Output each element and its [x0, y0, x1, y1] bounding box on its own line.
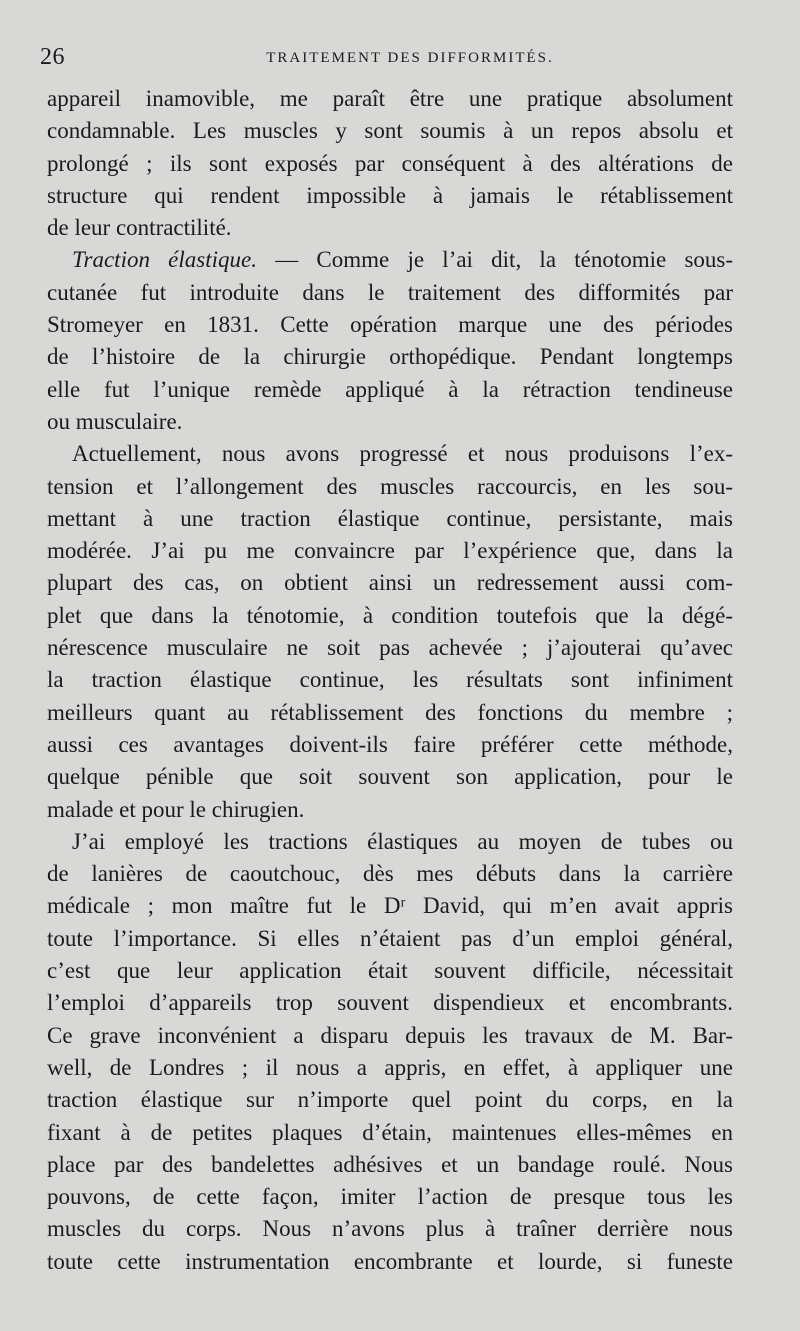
line-text: pouvons, de cette façon, imiter l’action de presque tous les — [47, 1184, 733, 1210]
line-text: Actuellement, nous avons progressé et nous produisons l’ex- — [72, 441, 733, 467]
text-line — [47, 1149, 733, 1181]
line-text: la traction élastique continue, les résultats sont infiniment — [47, 667, 733, 693]
text-line — [47, 148, 733, 180]
line-text: toute l’importance. Si elles n’étaient pas d’un emploi général, — [47, 925, 733, 951]
text-line — [47, 955, 733, 987]
text-line — [47, 729, 733, 761]
line-text: tension et l’allongement des muscles raccourcis, en les sou- — [47, 473, 733, 499]
line-text: quelque pénible que soit souvent son application, pour le — [47, 764, 733, 790]
line-text: meilleurs quant au rétablissement des fonctions du membre ; — [47, 699, 733, 725]
text-line — [47, 406, 733, 438]
text-line — [47, 987, 733, 1019]
page-number: 26 — [40, 44, 65, 70]
body-text — [47, 83, 733, 1278]
line-text: cutanée fut introduite dans le traitement des difformités par — [47, 279, 733, 305]
line-text: J’ai employé les tractions élastiques au moyen de tubes ou — [72, 828, 733, 854]
text-line — [47, 83, 733, 115]
text-line — [47, 115, 733, 147]
text-line — [47, 471, 733, 503]
text-line — [47, 438, 733, 470]
line-text: toute cette instrumentation encombrante et lourde, si funeste — [47, 1248, 733, 1274]
line-text: modérée. J’ai pu me convaincre par l’expérience que, dans la — [47, 538, 733, 564]
line-text: plupart des cas, on obtient ainsi un redressement aussi com- — [47, 570, 733, 596]
text-line — [47, 923, 733, 955]
running-head: TRAITEMENT DES DIFFORMITÉS. — [266, 50, 554, 66]
section-heading-italic: Traction élastique. — [72, 247, 257, 273]
text-line — [47, 277, 733, 309]
line-text: fixant à de petites plaques d’étain, maintenues elles-mêmes en — [47, 1119, 733, 1145]
text-line — [47, 858, 733, 890]
page-header — [40, 44, 740, 74]
line-text: structure qui rendent impossible à jamais le rétablissement — [47, 182, 733, 208]
text-line — [47, 1084, 733, 1116]
text-line — [47, 309, 733, 341]
text-line — [47, 761, 733, 793]
line-text: muscles du corps. Nous n’avons plus à traîner derrière nous — [47, 1216, 733, 1242]
line-text: malade et pour le chirugien. — [47, 796, 305, 822]
line-text: médicale ; mon maître fut le Dʳ David, qui m’en avait appris — [47, 893, 733, 919]
text-line — [47, 890, 733, 922]
line-text: Stromeyer en 1831. Cette opération marque une des périodes — [47, 312, 733, 338]
text-line — [47, 1020, 733, 1052]
text-line — [47, 567, 733, 599]
text-line — [47, 503, 733, 535]
text-line — [47, 244, 733, 276]
text-line — [47, 794, 733, 826]
line-text: traction élastique sur n’importe quel point du corps, en la — [47, 1087, 733, 1113]
line-text: appareil inamovible, me paraît être une pratique absolument — [47, 86, 733, 111]
line-text: prolongé ; ils sont exposés par conséquent à des altérations de — [47, 150, 733, 176]
text-line — [47, 535, 733, 567]
text-line — [47, 374, 733, 406]
line-text: nérescence musculaire ne soit pas achevée ; j’ajouterai qu’avec — [47, 635, 733, 661]
line-text: de lanières de caoutchouc, dès mes débuts dans la carrière — [47, 861, 733, 887]
text-line — [47, 1246, 733, 1278]
text-line — [47, 826, 733, 858]
text-line — [47, 697, 733, 729]
text-line — [47, 1213, 733, 1245]
line-text: well, de Londres ; il nous a appris, en effet, à appliquer une — [47, 1054, 733, 1080]
text-line — [47, 1052, 733, 1084]
text-line — [47, 1117, 733, 1149]
line-text: — Comme je l’ai dit, la ténotomie sous- — [256, 247, 733, 273]
line-text: elle fut l’unique remède appliqué à la rétraction tendineuse — [47, 376, 733, 402]
line-text: aussi ces avantages doivent-ils faire préférer cette méthode, — [47, 731, 733, 757]
line-text: de leur contractilité. — [47, 215, 232, 241]
text-line — [47, 632, 733, 664]
line-text: l’emploi d’appareils trop souvent dispendieux et encombrants. — [47, 990, 733, 1016]
line-text: de l’histoire de la chirurgie orthopédique. Pendant longtemps — [47, 344, 733, 370]
line-text: c’est que leur application était souvent difficile, nécessitait — [47, 958, 733, 984]
line-text: condamnable. Les muscles y sont soumis à un repos absolu et — [47, 118, 733, 144]
text-line — [47, 341, 733, 373]
text-line — [47, 180, 733, 212]
text-line — [47, 212, 733, 244]
line-text: place par des bandelettes adhésives et un bandage roulé. Nous — [47, 1151, 733, 1177]
text-line — [47, 664, 733, 696]
text-line — [47, 1181, 733, 1213]
line-text: mettant à une traction élastique continue, persistante, mais — [47, 505, 733, 531]
line-text: plet que dans la ténotomie, à condition toutefois que la dégé- — [47, 602, 733, 628]
line-text: ou musculaire. — [47, 408, 183, 434]
text-line — [47, 600, 733, 632]
line-text: Ce grave inconvénient a disparu depuis les travaux de M. Bar- — [47, 1022, 733, 1048]
